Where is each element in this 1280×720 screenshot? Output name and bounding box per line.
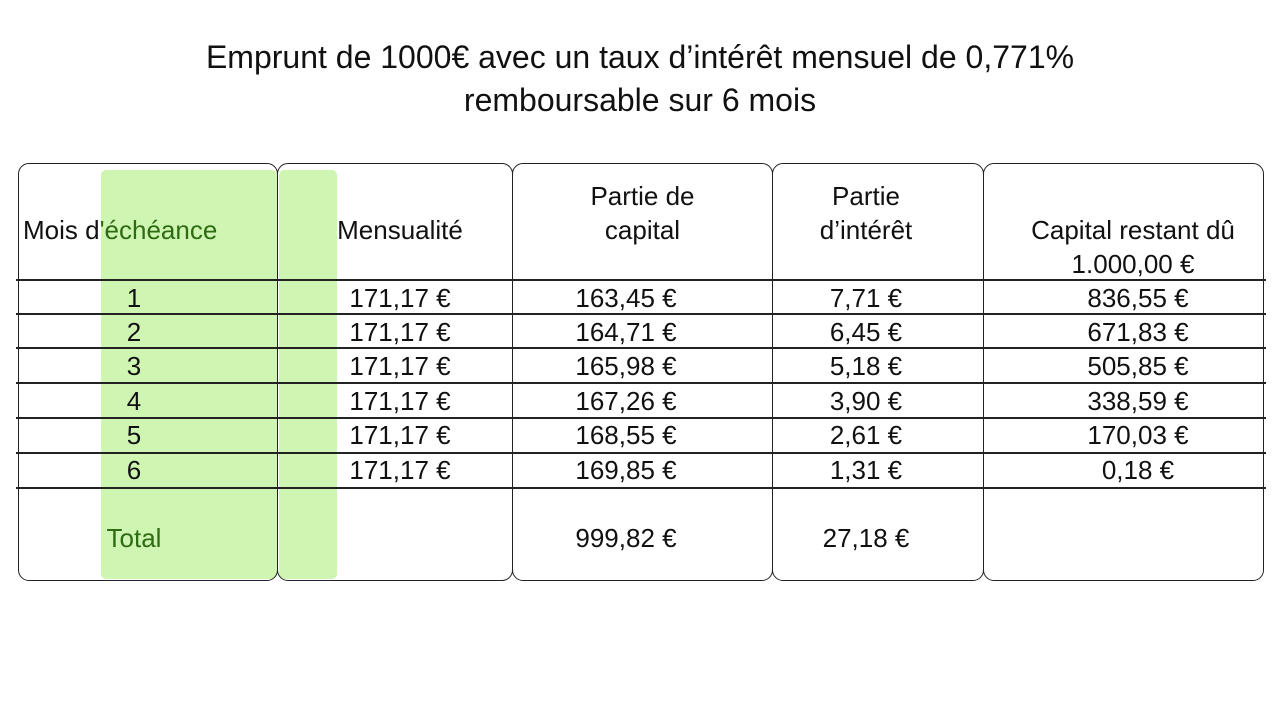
title-line-1: Emprunt de 1000€ avec un taux d’intérêt mensuel de 0,771% — [205, 39, 1075, 75]
cell-mensualite: 171,17 € — [349, 351, 451, 381]
total-interet: 27,18 € — [822, 523, 910, 553]
cell-restant: 836,55 € — [1087, 283, 1189, 313]
header-interet — [772, 179, 960, 247]
page-title — [0, 36, 1280, 122]
header-capital-line1: Partie de — [590, 181, 695, 211]
cell-mensualite: 171,17 € — [349, 455, 451, 485]
row-divider — [16, 452, 1266, 454]
cell-capital: 167,26 € — [575, 386, 677, 416]
cell-mensualite: 171,17 € — [349, 283, 451, 313]
cell-mois: 3 — [126, 351, 142, 381]
total-capital: 999,82 € — [575, 523, 677, 553]
row-divider — [16, 313, 1266, 315]
cell-capital: 169,85 € — [575, 455, 677, 485]
cell-interet: 1,31 € — [829, 455, 903, 485]
cell-mois: 4 — [126, 386, 142, 416]
row-divider — [16, 347, 1266, 349]
cell-capital: 168,55 € — [575, 420, 677, 450]
header-mois-part2: 'échéance — [99, 215, 218, 245]
header-restant-label: Capital restant dû — [1031, 215, 1235, 245]
cell-mois: 1 — [126, 283, 142, 313]
total-label: Total — [106, 523, 162, 553]
cell-interet: 6,45 € — [829, 317, 903, 347]
header-restant-initial: 1.000,00 € — [1071, 249, 1195, 279]
cell-restant: 170,03 € — [1087, 420, 1189, 450]
title-line-2: remboursable sur 6 mois — [463, 82, 817, 118]
header-mensualite: Mensualité — [337, 215, 463, 245]
cell-capital: 163,45 € — [575, 283, 677, 313]
cell-interet: 7,71 € — [829, 283, 903, 313]
cell-mois: 6 — [126, 455, 142, 485]
cell-restant: 338,59 € — [1087, 386, 1189, 416]
cell-mois: 5 — [126, 420, 142, 450]
cell-interet: 5,18 € — [829, 351, 903, 381]
row-divider — [16, 487, 1266, 489]
header-capital — [512, 179, 773, 247]
cell-interet: 3,90 € — [829, 386, 903, 416]
cell-restant: 671,83 € — [1087, 317, 1189, 347]
cell-capital: 164,71 € — [575, 317, 677, 347]
header-restant — [998, 213, 1268, 281]
cell-capital: 165,98 € — [575, 351, 677, 381]
cell-mensualite: 171,17 € — [349, 386, 451, 416]
header-capital-line2: capital — [604, 215, 681, 245]
header-mois-part1: Mois d — [23, 215, 100, 245]
row-divider — [16, 382, 1266, 384]
cell-mois: 2 — [126, 317, 142, 347]
cell-interet: 2,61 € — [829, 420, 903, 450]
cell-restant: 0,18 € — [1101, 455, 1175, 485]
header-interet-line1: Partie — [832, 181, 900, 211]
header-interet-line2: d’intérêt — [819, 215, 913, 245]
cell-restant: 505,85 € — [1087, 351, 1189, 381]
cell-mensualite: 171,17 € — [349, 420, 451, 450]
cell-mensualite: 171,17 € — [349, 317, 451, 347]
row-divider — [16, 417, 1266, 419]
header-mois — [18, 213, 263, 247]
